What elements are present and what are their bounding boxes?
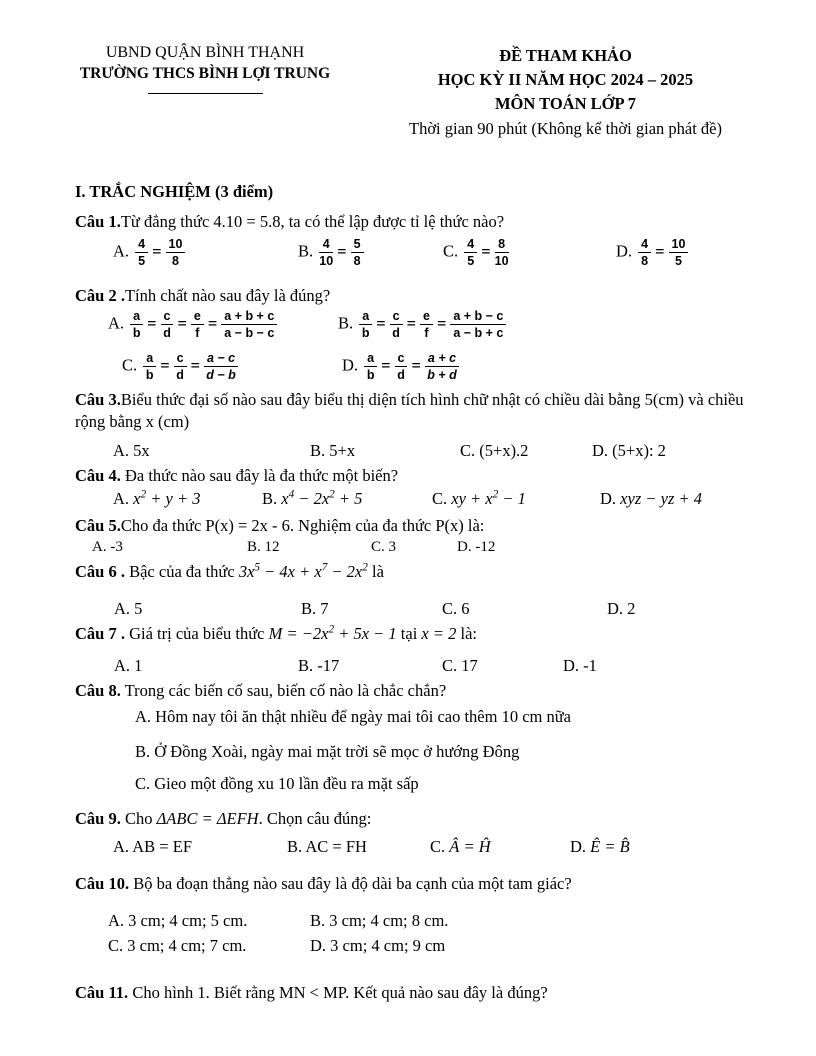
fraction: $\frac{5}{8}$ <box>351 237 364 269</box>
q7-option-b: B. -17 <box>298 656 340 675</box>
q7-option-a: A. 1 <box>114 656 143 675</box>
question-1-options <box>0 237 816 283</box>
fraction: $\frac{e}{f}$ <box>191 309 204 341</box>
fraction: $\frac{a + c}{b + d}$ <box>425 351 459 383</box>
exam-header <box>0 0 816 142</box>
question-body: Cho hình 1. Biết rằng MN < MP. Kết quả nào sau đây là đúng? <box>128 983 548 1002</box>
option-label: C. <box>443 241 459 261</box>
question-8-text <box>75 680 764 702</box>
q3-option-a: A. 5x <box>113 441 150 460</box>
question-10-options-row1 <box>0 911 816 936</box>
option-label: D. <box>342 355 359 375</box>
question-body: Bộ ba đoạn thẳng nào sau đây là độ dài ba cạnh của một tam giác? <box>129 874 572 893</box>
q1-option-b: B. $\frac{4}{10}$ = $\frac{5}{8}$ <box>298 237 366 269</box>
q3-option-d: D. (5+x): 2 <box>592 441 666 460</box>
question-3-options <box>0 441 816 465</box>
subject-line: MÔN TOÁN LỚP 7 <box>494 94 637 113</box>
question-body: Từ đẳng thức 4.10 = 5.8, ta có thể lập được tỉ lệ thức nào? <box>120 212 505 231</box>
fraction: $\frac{c}{d}$ <box>390 309 403 341</box>
q9-option-a: A. AB = EF <box>113 837 192 856</box>
q5-option-b: B. 12 <box>247 539 280 555</box>
q4-option-c: C. xy + $x^2 - 1$ <box>432 488 526 508</box>
option-label: A. <box>108 313 125 333</box>
question-body: Bậc của đa thức <box>124 562 239 581</box>
q9-option-d: D. Ê = B̂ <box>570 837 630 856</box>
question-6-text: Câu 6 . Bậc của đa thức $3x^5 - 4x + x^7 - 2x^2$ là <box>75 561 384 581</box>
section-title: I. TRẮC NGHIỆM (3 điểm) <box>75 182 274 201</box>
q4-option-a: A. $x^2 + y + 3$ <box>113 488 201 508</box>
question-10-options-row2 <box>0 936 816 961</box>
question-2-text <box>75 285 764 307</box>
fraction: $\frac{c}{d}$ <box>161 309 174 341</box>
q3-option-c: C. (5+x).2 <box>460 441 529 460</box>
option-label: B. <box>298 241 314 261</box>
math-expression: ΔABC = ΔEFH <box>156 809 259 828</box>
question-6-options <box>0 599 816 623</box>
question-label: Câu 4. <box>75 466 121 485</box>
q10-option-c: C. 3 cm; 4 cm; 7 cm. <box>108 936 247 955</box>
question-label: Câu 8. <box>75 681 121 700</box>
fraction: $\frac{a - c}{d - b}$ <box>204 351 238 383</box>
question-10-text <box>75 873 764 895</box>
math-expression: $3x^5 - 4x + x^7 - 2x^2$ <box>238 561 368 581</box>
question-4-options <box>0 489 816 515</box>
duration-line: Thời gian 90 phút (Không kể thời gian phát đề) <box>408 119 723 138</box>
fraction: $\frac{c}{d}$ <box>174 351 187 383</box>
question-label: Câu 1. <box>75 212 121 231</box>
fraction: $\frac{e}{f}$ <box>420 309 433 341</box>
q7-option-d: D. -1 <box>563 656 597 675</box>
school-name: TRƯỜNG THCS BÌNH LỢI TRUNG <box>79 65 331 82</box>
question-body: Đa thức nào sau đây là đa thức một biến? <box>120 466 399 485</box>
fraction: $\frac{4}{5}$ <box>135 237 148 269</box>
math-expression: x = 2 <box>421 624 457 643</box>
q1-option-d: D. $\frac{4}{8}$ = $\frac{10}{5}$ <box>616 237 690 269</box>
q8-option-b: B. Ở Đồng Xoài, ngày mai mặt trời sẽ mọc ở hướng Đông <box>135 742 520 761</box>
fraction: $\frac{a + b + c}{a - b - c}$ <box>221 309 277 341</box>
fraction: $\frac{a}{b}$ <box>143 351 156 383</box>
q10-option-b: B. 3 cm; 4 cm; 8 cm. <box>310 911 449 930</box>
q7-option-c: C. 17 <box>442 656 478 675</box>
question-body: Biểu thức đại số nào sau đây biểu thị diện tích hình chữ nhật có chiều dài bằng 5(cm) và chiều rộng bằng x (cm) <box>75 390 744 431</box>
question-label: Câu 7 . <box>75 624 125 643</box>
q10-option-a: A. 3 cm; 4 cm; 5 cm. <box>108 911 248 930</box>
q6-option-b: B. 7 <box>301 599 329 618</box>
q6-option-c: C. 6 <box>442 599 470 618</box>
option-label: C. <box>122 355 138 375</box>
option-label: D. <box>616 241 633 261</box>
question-label: Câu 5. <box>75 516 121 535</box>
question-7-text: Câu 7 . Giá trị của biểu thức $M = -2x^2 + 5x - 1$ tại x = 2 là: <box>75 623 478 643</box>
q10-option-d: D. 3 cm; 4 cm; 9 cm <box>310 936 446 955</box>
option-label: A. <box>113 241 130 261</box>
q9-option-c: C. Â = Ĥ <box>430 837 491 856</box>
q3-option-b: B. 5+x <box>310 441 356 460</box>
question-label: Câu 11. <box>75 983 129 1002</box>
header-right <box>370 44 761 142</box>
q2-option-a: A. $\frac{a}{b}$ = $\frac{c}{d}$ = $\frac{e}{f}$ = $\frac{a + b + c}{a - b - c}$ <box>108 309 279 341</box>
question-2-options-row2 <box>0 351 816 389</box>
exam-title: ĐỀ THAM KHẢO <box>499 46 632 65</box>
q2-option-d: D. $\frac{a}{b}$ = $\frac{c}{d}$ = $\frac{a + c}{b + d}$ <box>342 351 461 383</box>
fraction: $\frac{10}{8}$ <box>166 237 186 269</box>
q8-option-c: C. Gieo một đồng xu 10 lần đều ra mặt sấp <box>135 774 419 793</box>
fraction: $\frac{8}{10}$ <box>494 237 509 269</box>
question-body: Tính chất nào sau đây là đúng? <box>124 286 331 305</box>
question-5-options <box>0 539 816 561</box>
q6-option-a: A. 5 <box>114 599 143 618</box>
fraction: $\frac{4}{10}$ <box>319 237 334 269</box>
term-line: HỌC KỲ II NĂM HỌC 2024 – 2025 <box>437 70 694 89</box>
fraction: $\frac{10}{5}$ <box>669 237 689 269</box>
q5-option-c: C. 3 <box>371 539 397 555</box>
fraction: $\frac{a}{b}$ <box>359 309 372 341</box>
question-5-text <box>75 515 764 537</box>
question-label: Câu 3. <box>75 390 121 409</box>
q1-option-c: C. $\frac{4}{5}$ = $\frac{8}{10}$ <box>443 237 509 269</box>
question-body: Trong các biến cố sau, biến cố nào là chắc chắn? <box>120 681 447 700</box>
q4-option-d: D. xyz − yz + 4 <box>600 489 703 508</box>
q1-option-a: A. $\frac{4}{5}$ = $\frac{10}{8}$ <box>113 237 187 269</box>
fraction: $\frac{a}{b}$ <box>130 309 143 341</box>
question-1-text <box>75 211 764 233</box>
question-7-options <box>0 656 816 680</box>
header-rule <box>148 93 263 94</box>
q5-option-a: A. -3 <box>92 539 123 555</box>
fraction: $\frac{c}{d}$ <box>395 351 408 383</box>
question-11-text <box>75 982 764 1004</box>
q2-option-c: C. $\frac{a}{b}$ = $\frac{c}{d}$ = $\frac{a - c}{d - b}$ <box>122 351 240 383</box>
question-9-text: Câu 9. Cho ΔABC = ΔEFH. Chọn câu đúng: <box>75 809 372 828</box>
fraction: $\frac{4}{5}$ <box>464 237 477 269</box>
fraction: $\frac{4}{8}$ <box>638 237 651 269</box>
q4-option-b: B. $x^4 - 2x^2 + 5$ <box>262 488 363 508</box>
fraction: $\frac{a + b - c}{a - b + c}$ <box>450 309 506 341</box>
header-left <box>40 44 370 142</box>
option-label: B. <box>338 313 354 333</box>
question-body: Cho đa thức P(x) = 2x - 6. Nghiệm của đa thức P(x) là: <box>120 516 485 535</box>
question-label: Câu 6 . <box>75 562 125 581</box>
q8-option-a: A. Hôm nay tôi ăn thật nhiều để ngày mai tôi cao thêm 10 cm nữa <box>135 707 572 726</box>
fraction: $\frac{a}{b}$ <box>364 351 377 383</box>
question-9-options <box>0 837 816 863</box>
q2-option-b: B. $\frac{a}{b}$ = $\frac{c}{d}$ = $\frac{e}{f}$ = $\frac{a + b - c}{a - b + c}$ <box>338 309 508 341</box>
q5-option-d: D. -12 <box>457 539 496 555</box>
q6-option-d: D. 2 <box>607 599 636 618</box>
math-expression: $M = -2x^2 + 5x - 1$ <box>268 623 397 643</box>
question-2-options-row1 <box>0 309 816 351</box>
question-label: Câu 2 . <box>75 286 125 305</box>
question-3-text <box>75 389 764 433</box>
question-label: Câu 9. <box>75 809 121 828</box>
q9-option-b: B. AC = FH <box>287 837 367 856</box>
question-4-text <box>75 465 764 487</box>
org-name: UBND QUẬN BÌNH THẠNH <box>105 44 305 61</box>
question-label: Câu 10. <box>75 874 130 893</box>
